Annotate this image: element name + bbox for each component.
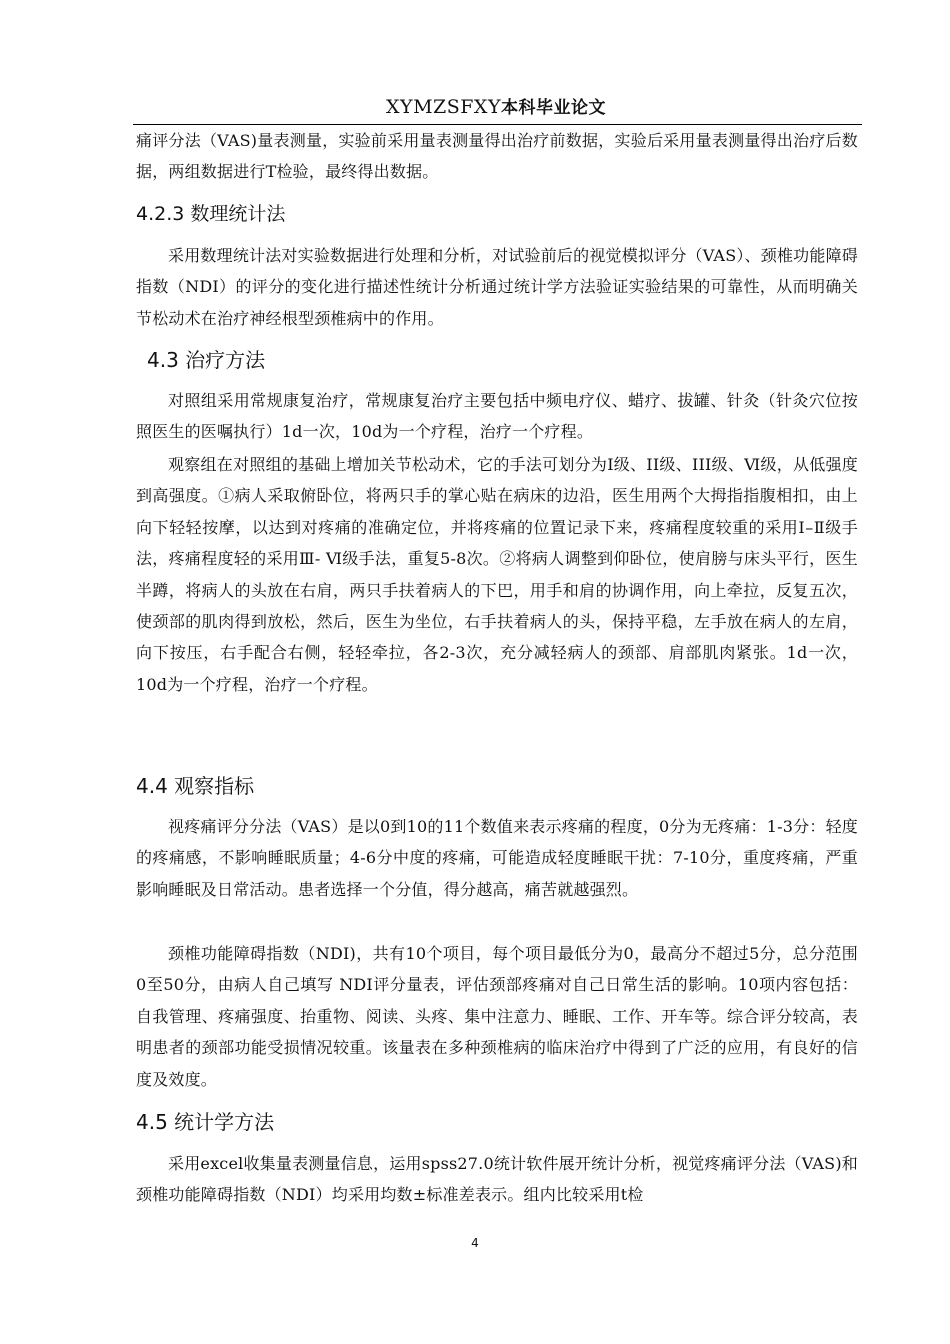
paragraph-control-group: 对照组采用常规康复治疗，常规康复治疗主要包括中频电疗仪、蜡疗、拔罐、针灸（针灸穴位按照医生的医嘱执行）1d一次，10d为一个疗程，治疗一个疗程。 (136, 391, 858, 442)
heading-4-3: 4.3 治疗方法 (147, 348, 266, 372)
page-number: 4 (471, 1236, 479, 1250)
paragraph-ndi-indicator: 颈椎功能障碍指数（NDI)，共有10个项目，每个项目最低分为0，最高分不超过5分，总分范围0至50分，由病人自己填写 NDI评分量表，评估颈部疼痛对自己日常生活的影响。10项内容包括：自我管理、疼痛强度、抬重物、阅读、头疼、集中注意力、睡眠、工作、开车等。综合评分较高，表明患者的颈部功能受损情况较重。该量表在多种颈椎病的临床治疗中得到了广泛的应用，有良好的信度及效度。 (136, 944, 858, 1089)
heading-4-4: 4.4 观察指标 (136, 774, 255, 798)
paragraph-vas-indicator: 视疼痛评分分法（VAS）是以0到10的11个数值来表示疼痛的程度，0分为无疼痛：1-3分：轻度的疼痛感，不影响睡眠质量；4-6分中度的疼痛，可能造成轻度睡眠干扰：7-10分，重度疼痛，严重影响睡眠及日常活动。患者选择一个分值，得分越高，痛苦就越强烈。 (136, 817, 858, 899)
header-suffix: 本科毕业论文 (501, 98, 606, 118)
header-title (136, 94, 856, 121)
paragraph-statistics-method: 采用数理统计法对实验数据进行处理和分析，对试验前后的视觉模拟评分（VAS）、颈椎功能障碍指数（NDI）的评分的变化进行描述性统计分析通过统计学方法验证实验结果的可靠性，从而明确关节松动术在治疗神经根型颈椎病中的作用。 (136, 246, 858, 328)
heading-4-5: 4.5 统计学方法 (136, 1110, 275, 1134)
header-prefix: XYMZSFXY (386, 96, 501, 118)
heading-4-2-3: 4.2.3 数理统计法 (136, 203, 286, 225)
paragraph-statistical-methods: 采用excel收集量表测量信息，运用spss27.0统计软件展开统计分析，视觉疼痛评分法（VAS)和颈椎功能障碍指数（NDI）均采用均数±标准差表示。组内比较采用t检 (136, 1154, 858, 1205)
paragraph-observation-group: 观察组在对照组的基础上增加关节松动术，它的手法可划分为Ⅰ级、II级、III级、Ⅵ级，从低强度到高强度。①病人采取俯卧位，将两只手的掌心贴在病床的边沿，医生用两个大拇指指腹相扣，由上向下轻轻按摩，以达到对疼痛的准确定位，并将疼痛的位置记录下来，疼痛程度较重的采用Ⅰ–Ⅱ级手法，疼痛程度轻的采用Ⅲ- Ⅵ级手法，重复5-8次。②将病人调整到仰卧位，使肩膀与床头平行，医生半蹲，将病人的头放在右肩，两只手扶着病人的下巴，用手和肩的协调作用，向上牵拉，反复五次，使颈部的肌肉得到放松，然后，医生为坐位，右手扶着病人的头，保持平稳，左手放在病人的左肩，向下按压，右手配合右侧，轻轻牵拉，各2-3次，充分减轻病人的颈部、肩部肌肉紧张。1d一次，10d为一个疗程，治疗一个疗程。 (136, 455, 858, 694)
paragraph-vas-continuation: 痛评分法（VAS)量表测量，实验前采用量表测量得出治疗前数据，实验后采用量表测量得出治疗后数据，两组数据进行T检验，最终得出数据。 (136, 131, 858, 182)
